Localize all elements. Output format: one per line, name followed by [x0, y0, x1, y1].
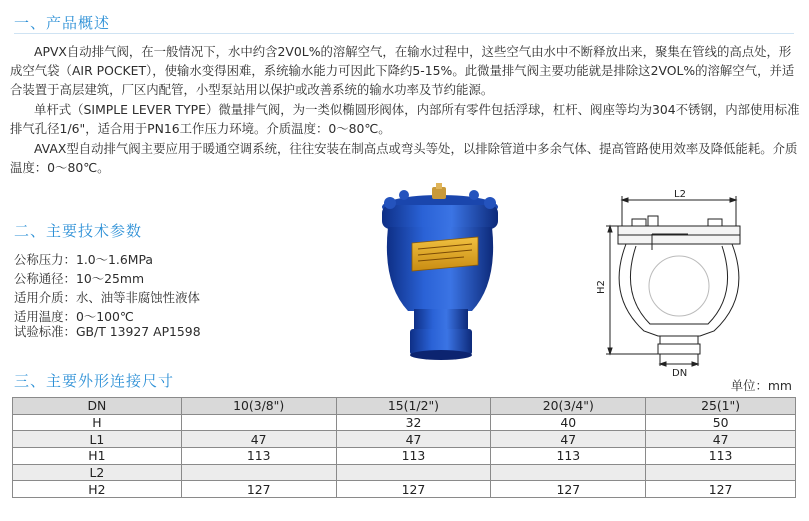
row-label: H: [13, 414, 182, 431]
table-cell: 47: [646, 431, 796, 448]
section-title-specs: 二、主要技术参数: [14, 222, 143, 240]
header-cell: 15(1/2"): [336, 398, 491, 415]
spec-standard: 试验标准：GB/T 13927 AP1598: [14, 324, 201, 339]
table-cell: 47: [336, 431, 491, 448]
table-cell: [646, 464, 796, 481]
spec-medium: 适用介质：水、油等非腐蚀性液体: [14, 290, 200, 305]
header-cell: DN: [13, 398, 182, 415]
table-cell: 50: [646, 414, 796, 431]
table-cell: [181, 414, 336, 431]
unit-label: 单位：mm: [730, 378, 792, 393]
section-title-overview: 一、产品概述: [14, 14, 111, 32]
table-cell: [181, 464, 336, 481]
table-cell: 40: [491, 414, 646, 431]
table-cell: 113: [491, 448, 646, 465]
table-row: [13, 448, 796, 465]
table-cell: 127: [646, 481, 796, 498]
section-divider: [14, 33, 794, 34]
section-title-dimensions: 三、主要外形连接尺寸: [14, 372, 175, 390]
dimensions-table: [12, 397, 796, 498]
row-label: H2: [13, 481, 182, 498]
table-row: [13, 464, 796, 481]
valve-product-image: [374, 183, 504, 363]
table-row: [13, 481, 796, 498]
drawing-label-dn: DN: [672, 368, 688, 379]
row-label: L2: [13, 464, 182, 481]
table-cell: 47: [181, 431, 336, 448]
table-cell: 127: [336, 481, 491, 498]
table-cell: 47: [491, 431, 646, 448]
overview-paragraph-2: 单杆式（SIMPLE LEVER TYPE）微量排气阀，为一类似椭圆形阀体，内部所有零件包括浮球，杠杆、阀座等均为304不锈钢，内部使用标准排气孔径1/6"，适合用于PN16工作压力环境。介质温度：0～80℃。: [10, 102, 800, 137]
spec-diameter: 公称通径：10～25mm: [14, 271, 145, 286]
drawing-label-h2: H2: [596, 280, 607, 294]
table-header-row: [13, 398, 796, 415]
valve-dimension-drawing: [596, 186, 746, 381]
header-cell: 10(3/8"): [181, 398, 336, 415]
table-cell: [336, 464, 491, 481]
row-label: L1: [13, 431, 182, 448]
spec-temperature: 适用温度：0～100℃: [14, 309, 134, 324]
table-cell: 127: [491, 481, 646, 498]
table-cell: 113: [646, 448, 796, 465]
table-cell: 32: [336, 414, 491, 431]
header-cell: 25(1"): [646, 398, 796, 415]
row-label: H1: [13, 448, 182, 465]
overview-paragraph-3: AVAX型自动排气阀主要应用于暖通空调系统，往往安装在制高点或弯头等处，以排除管道中多余气体、提高管路使用效率及降低能耗。介质温度：0～80℃。: [10, 141, 798, 176]
drawing-label-l2: L2: [674, 189, 686, 200]
table-row: [13, 414, 796, 431]
table-row: [13, 431, 796, 448]
header-cell: 20(3/4"): [491, 398, 646, 415]
table-cell: 127: [181, 481, 336, 498]
table-cell: 113: [336, 448, 491, 465]
overview-paragraph-1: APVX自动排气阀，在一般情况下，水中约含2V0L%的溶解空气，在输水过程中，这些空气由水中不断释放出来，聚集在管线的高点处，形成空气袋（AIR POCKET），使输水变得困难，系统输水能力可因此下降约5-15%。此微量排气阀主要功能就是排除这2VOL%的溶解空气，并适合装置于高层建筑，厂区内配管，小型泵站用以保护或改善系统的输水功率及节约能源。: [10, 44, 795, 98]
table-cell: [491, 464, 646, 481]
table-cell: 113: [181, 448, 336, 465]
spec-pressure: 公称压力：1.0～1.6MPa: [14, 252, 153, 267]
